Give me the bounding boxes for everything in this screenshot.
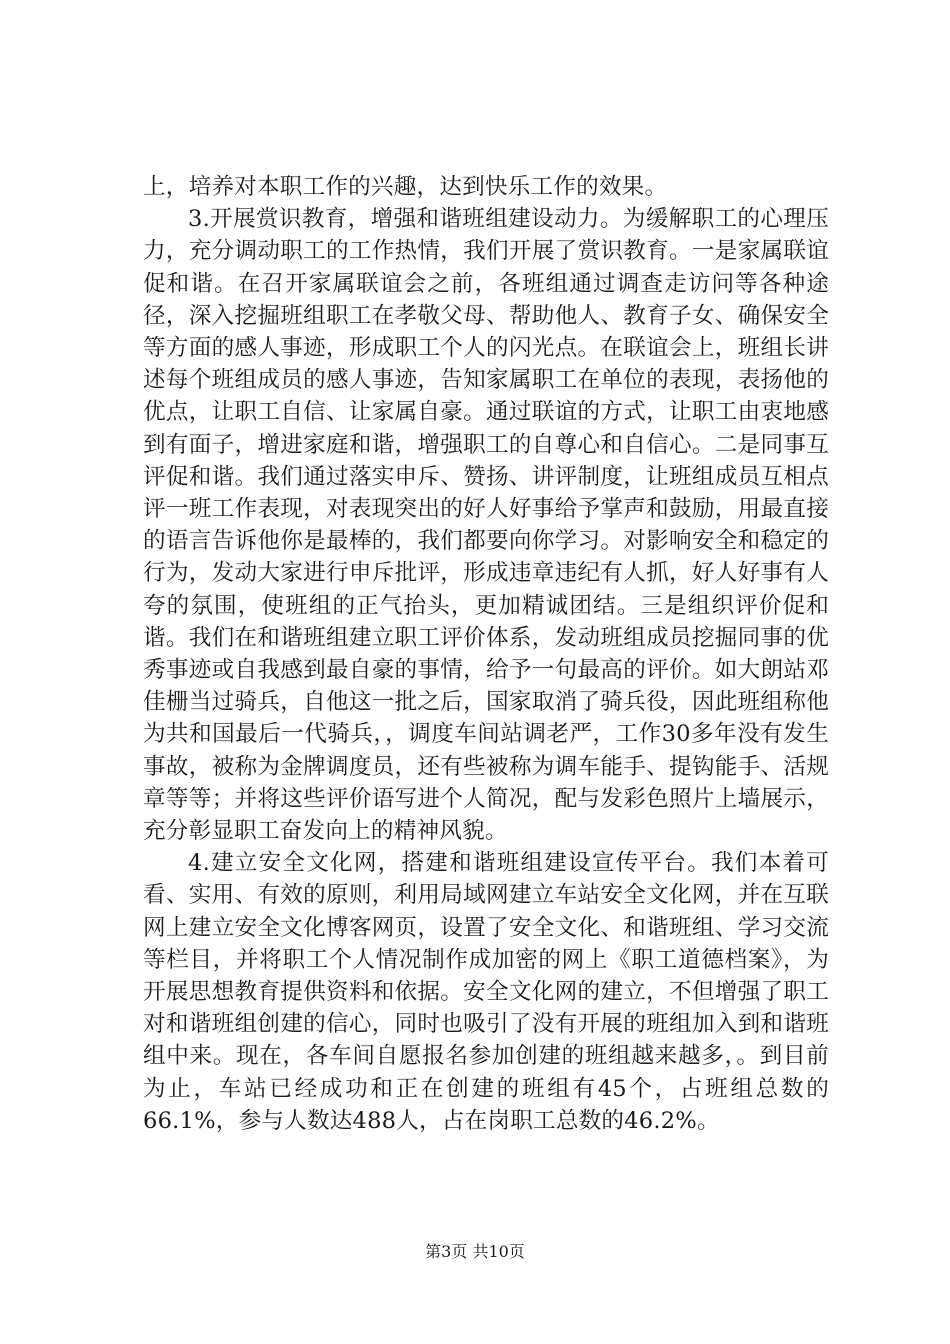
paragraph-appreciation-education: 3.开展赏识教育，增强和谐班组建设动力。为缓解职工的心理压力，充分调动职工的工作热情，我们开展了赏识教育。一是家属联谊促和谐。在召开家属联谊会之前，各班组通过调查走访问等各种途径，深入挖掘班组职工在孝敬父母、帮助他人、教育子女、确保安全等方面的感人事迹，形成职工个人的闪光点。在联谊会上，班组长讲述每个班组成员的感人事迹，告知家属职工在单位的表现，表扬他的优点，让职工自信、让家属自豪。通过联谊的方式，让职工由衷地感到有面子，增进家庭和谐，增强职工的自尊心和自信心。二是同事互评促和谐。我们通过落实申斥、赞扬、讲评制度，让班组成员互相点评一班工作表现，对表现突出的好人好事给予掌声和鼓励，用最直接的语言告诉他你是最棒的，我们都要向你学习。对影响安全和稳定的行为，发动大家进行申斥批评，形成违章违纪有人抓，好人好事有人夸的氛围，使班组的正气抬头，更加精诚团结。三是组织评价促和谐。我们在和谐班组建立职工评价体系，发动班组成员挖掘同事的优秀事迹或自我感到最自豪的事情，给予一句最高的评价。如大朗站邓佳栅当过骑兵，自他这一批之后，国家取消了骑兵役，因此班组称他为共和国最后一代骑兵，，调度车间站调老严，工作30多年没有发生事故，被称为金牌调度员，还有些被称为调车能手、提钩能手、活规章等等；并将这些评价语写进个人简况，配与发彩色照片上墙展示，充分彰显职工奋发向上的精神风貌。 [143,206,829,845]
paragraph-continuation: 上，培养对本职工作的兴趣，达到快乐工作的效果。 [143,174,668,200]
paragraph-safety-culture-network: 4.建立安全文化网，搭建和谐班组建设宣传平台。我们本着可看、实用、有效的原则，利用局域网建立车站安全文化网，并在互联网上建立安全文化博客网页，设置了安全文化、和谐班组、学习交流等栏目，并将职工个人情况制作成加密的网上《职工道德档案》，为开展思想教育提供资料和依据。安全文化网的建立，不但增强了职工对和谐班组创建的信心，同时也吸引了没有开展的班组加入到和谐班组中来。现在，各车间自愿报名参加创建的班组越来越多，。到目前为止，车站已经成功和正在创建的班组有45个，占班组总数的66.1%，参与人数达488人，占在岗职工总数的46.2%。 [143,850,829,1134]
document-body [143,171,829,1137]
page-number-footer: 第3页 共10页 [425,1242,525,1261]
